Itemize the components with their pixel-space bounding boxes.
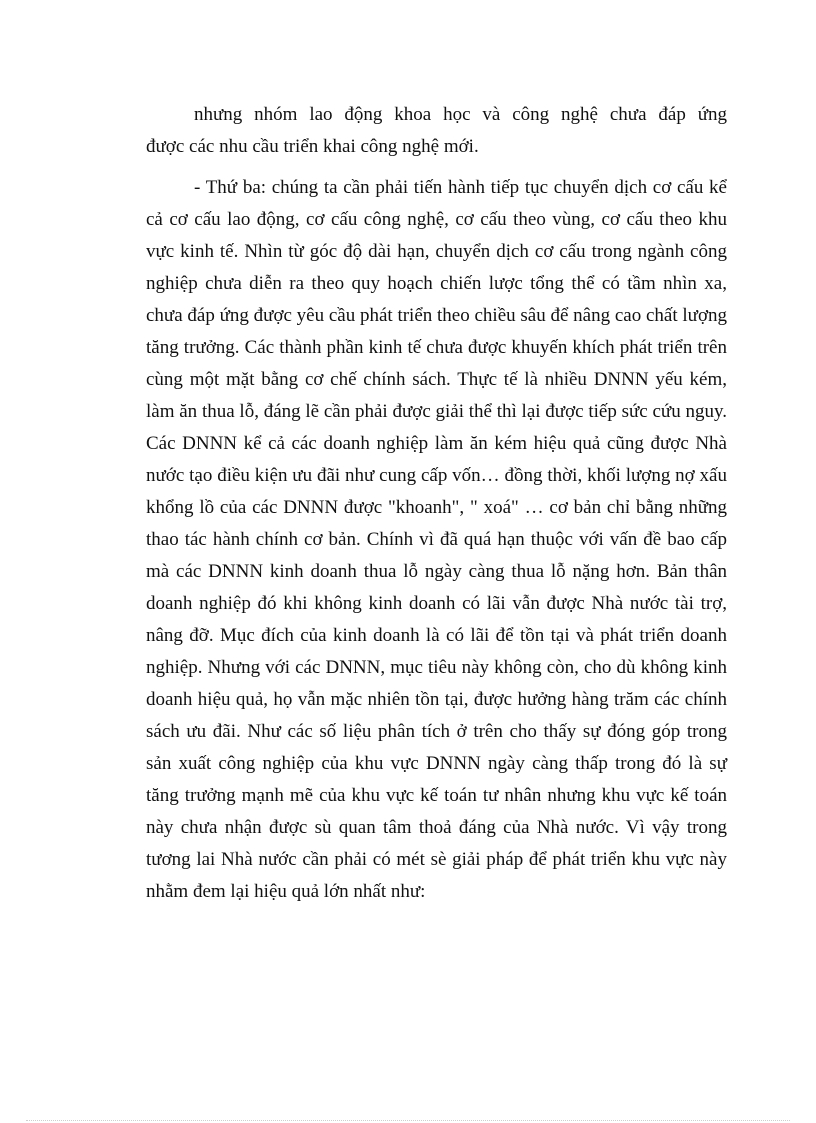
paragraph-thu-ba: - Thứ ba: chúng ta cần phải tiến hành tiếp tục chuyển dịch cơ cấu kể cả cơ cấu lao động, cơ cấu công nghệ, cơ cấu theo vùng, cơ cấu theo khu vực kinh tế. Nhìn từ góc độ dài hạn, chuyển dịch cơ cấu trong ngành công nghiệp chưa diễn ra theo quy hoạch chiến lược tổng thể có tầm nhìn xa, chưa đáp ứng được yêu cầu phát triển theo chiều sâu để nâng cao chất lượng tăng trưởng. Các thành phần kinh tế chưa được khuyến khích phát triển trên cùng một mặt bằng cơ chế chính sách. Thực tế là nhiều DNNN yếu kém, làm ăn thua lỗ, đáng lẽ cần phải được giải thể thì lại được tiếp sức cứu nguy. Các DNNN kể cả các doanh nghiệp làm ăn kém hiệu quả cũng được Nhà nước tạo điều kiện ưu đãi như cung cấp vốn… đồng thời, khối lượng nợ xấu khổng lồ của các DNNN được "khoanh", " xoá" … cơ bản chỉ bằng những thao tác hành chính cơ bản. Chính vì đã quá hạn thuộc với vấn đề bao cấp mà các DNNN kinh doanh thua lỗ ngày càng thua lỗ nặng hơn. Bản thân doanh nghiệp đó khi không kinh doanh có lãi vẫn được Nhà nước tài trợ, nâng đỡ. Mục đích của kinh doanh là có lãi để tồn tại và phát triển doanh nghiệp. Nhưng với các DNNN, mục tiêu này không còn, cho dù không kinh doanh hiệu quả, họ vẫn mặc nhiên tồn tại, được hưởng hàng trăm các chính sách ưu đãi. Như các số liệu phân tích ở trên cho thấy sự đóng góp trong sản xuất công nghiệp của khu vực DNNN ngày càng thấp trong đó là sự tăng trưởng mạnh mẽ của khu vực kế toán tư nhân nhưng khu vực kế toán này chưa nhận được sù quan tâm thoả đáng của Nhà nước. Vì vậy trong tương lai Nhà nước cần phải có mét sè giải pháp để phát triển khu vực này nhằm đem lại hiệu quả lớn nhất như: [146,177,727,902]
paragraph-second-line: được các nhu cầu triển khai công nghệ mới. [146,136,479,157]
paragraph-continuation [146,99,727,163]
page-bottom-divider [26,1120,790,1121]
paragraph-first-line: nhưng nhóm lao động khoa học và công nghệ chưa đáp ứng [194,104,727,125]
body-text [146,99,727,908]
